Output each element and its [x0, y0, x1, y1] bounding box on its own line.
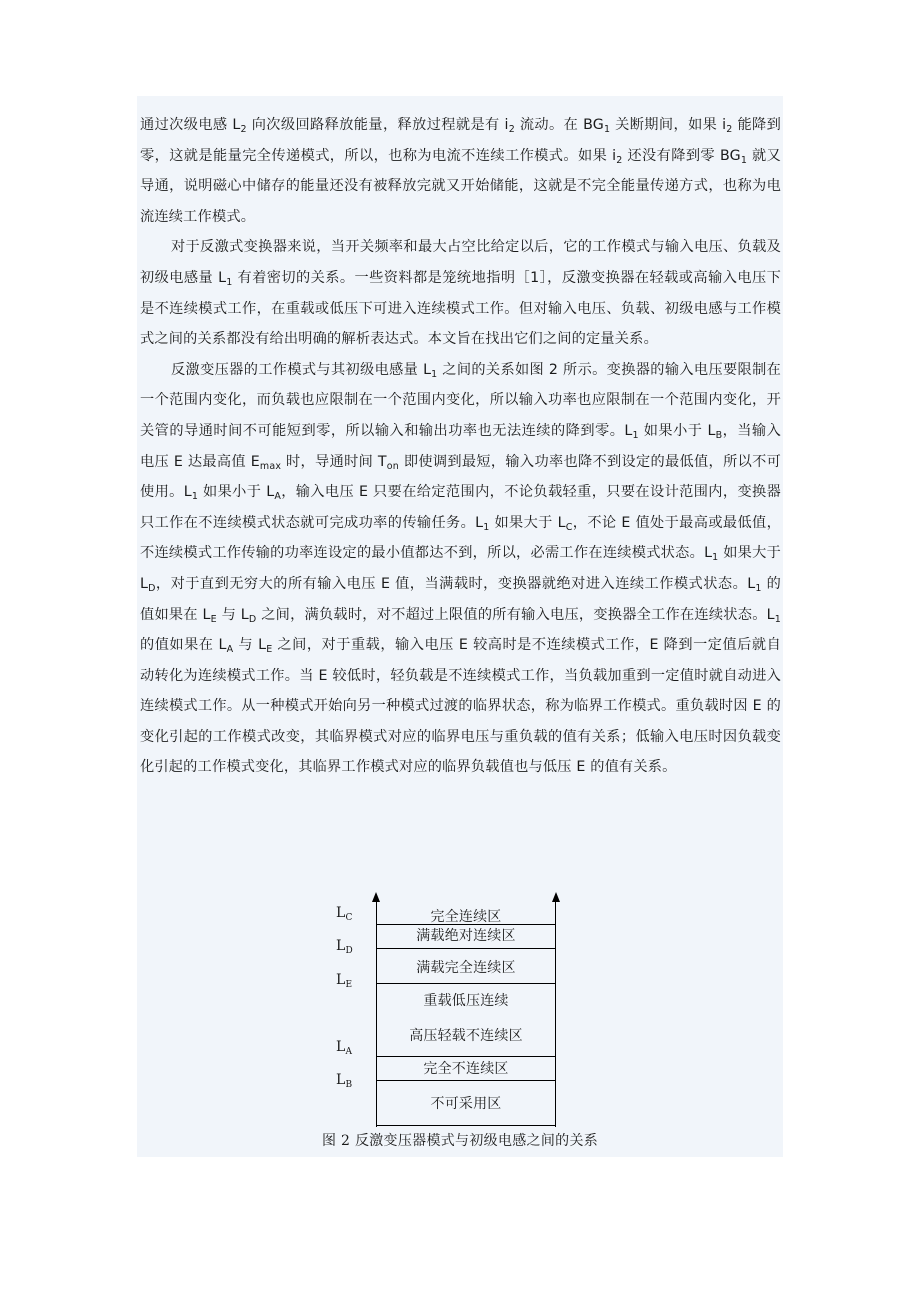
- subscript: 1: [483, 521, 490, 533]
- subscript: 2: [616, 154, 623, 166]
- label-lb: $L_B$: [336, 1072, 353, 1090]
- paragraph: [140, 355, 781, 783]
- divider-le: [377, 948, 555, 949]
- label-lc: $L_C$: [336, 905, 353, 923]
- subscript: 1: [603, 124, 611, 135]
- text-run: 流动。在 BG: [514, 117, 604, 133]
- text-run: 之间，对于重载，输入电压 E 较高时是不连续模式工作，E 降到一定值后就自动转化为连续模式工作。当 E 较低时，轻负载是不连续模式工作，当负载加重到一定值时就自动进入连续模式工作。从一种模式开始向另一种模式过渡的临界状态，称为临界工作模式。重负载时因 E 的变化引起的工作模式改变，其临界模式对应的临界电压与重负载的值有关系；低输入电压时因负载变化引起的工作模式变化，其临界工作模式对应的临界负载值也与低压 E 的值有关系。: [140, 637, 781, 776]
- text-run: 就又导通，说明磁心中储存的能量还没有被释放完就又开始储能，这就是不完全能量传递方式，也称为电流连续工作模式。: [140, 147, 781, 225]
- zone-full-continuous: 完全连续区: [430, 909, 502, 925]
- subscript: 1: [632, 429, 639, 441]
- text-run: 关断期间，如果 i: [610, 117, 727, 133]
- zone-fullload-absolute-continuous: 满载绝对连续区: [416, 928, 516, 944]
- divider-lb: [377, 1080, 555, 1081]
- text-run: 有着密切的关系。一些资料都是笼统地指明［1］，反激变换器在轻载或高输入电压下是不连续模式工作，在重载或低压下可进入连续模式工作。但对输入电压、负载、初级电感与工作模式之间的关系都没有给出明确的解析表达式。本文旨在找出它们之间的定量关系。: [140, 269, 781, 348]
- subscript: 2: [508, 124, 515, 135]
- subscript: B: [715, 429, 723, 441]
- divider-heavy: [377, 983, 555, 984]
- figure-caption: 图 2 反激变压器模式与初级电感之间的关系: [321, 1133, 599, 1149]
- divider-bottom: [377, 1125, 555, 1126]
- text-run: ，输入电压 E 只要在给定范围内，不论负载轻重，只要在设计范围内，变换器只工作在不连续模式状态就可完成功率的传输任务。L: [140, 484, 782, 531]
- text-run: ，对于直到无穷大的所有输入电压 E 值，当满载时，变换器就绝对进入连续工作模式状态。L: [155, 575, 756, 592]
- article-body: [137, 96, 783, 1157]
- text-run: 的值如果在 L: [140, 637, 227, 654]
- subscript: 1: [431, 368, 438, 380]
- text-run: 的值如果在 L: [140, 575, 781, 623]
- text-run: 时，导通时间 T: [281, 453, 387, 470]
- text-run: 还没有降到零 BG: [622, 147, 741, 164]
- zone-unusable: 不可采用区: [430, 1096, 502, 1112]
- text-run: 通过次级电感 L: [140, 117, 241, 133]
- text-run: 与 L: [216, 606, 249, 623]
- subscript: 1: [226, 276, 233, 288]
- text-run: 之间，满负载时，对不超过上限值的所有输入电压，变换器全工作在连续状态。L: [256, 606, 775, 623]
- text-run: 反激变压器的工作模式与其初级电感量 L: [171, 361, 432, 378]
- subscript: E: [266, 644, 273, 656]
- zone-full-discontinuous: 完全不连续区: [423, 1061, 509, 1077]
- label-ld: $L_D$: [336, 938, 353, 956]
- zone-fullload-complete-continuous: 满载完全连续区: [416, 960, 516, 976]
- zone-heavy-lowvoltage-continuous: 重载低压连续: [423, 993, 509, 1009]
- label-la: $L_A$: [336, 1039, 353, 1057]
- subscript: D: [148, 582, 156, 594]
- text-run: 如果小于 L: [638, 422, 716, 439]
- subscript: C: [565, 521, 573, 533]
- subscript: 1: [740, 154, 748, 166]
- subscript: 2: [240, 124, 247, 135]
- text-run: 向次级回路释放能量，释放过程就是有 i: [246, 117, 509, 133]
- subscript: on: [386, 460, 400, 472]
- text-run: 与 L: [233, 637, 267, 654]
- divider-la: [377, 1056, 555, 1057]
- subscript: A: [274, 491, 282, 503]
- mode-diagram: [137, 884, 783, 1157]
- zone-column: [376, 900, 556, 1127]
- subscript: A: [226, 644, 234, 656]
- text-run: 即使调到最短，输入功率也降不到设定的最低值，所以不可使用。L: [140, 453, 781, 501]
- text-run: 之间的关系如图 2 所示。变换器的输入电压要限制在一个范围内变化，而负载也应限制在一个范围内变化，所以输入功率也应限制在一个范围内变化，开关管的导通时间不可能短到零，所以输入和输出功率也无法连续的降到零。L: [140, 361, 781, 439]
- text-run: ，不论 E 值处于最高或最低值，不连续模式工作传输的功率连设定的最小值都达不到，所以，必需工作在连续模式状态。L: [140, 514, 782, 562]
- subscript: 1: [755, 582, 762, 594]
- text-run: 对于反激式变换器来说，当开关频率和最大占空比给定以后，它的工作模式与输入电压、负载及初级电感量 L: [140, 239, 781, 286]
- article-text: [140, 110, 781, 783]
- paragraph: [140, 232, 781, 354]
- text-run: 能降到零，这就是能量完全传递模式，所以，也称为电流不连续工作模式。如果 i: [140, 117, 782, 164]
- subscript: 1: [774, 613, 781, 625]
- text-run: 如果大于 L: [489, 514, 566, 531]
- zone-highvoltage-light-discontinuous: 高压轻载不连续区: [409, 1028, 523, 1044]
- text-run: 如果大于 L: [140, 545, 781, 592]
- subscript: 2: [726, 124, 733, 135]
- text-run: ，当输入电压 E 达最高值 E: [140, 422, 781, 470]
- divider-ld: [377, 924, 555, 925]
- subscript: 1: [712, 552, 719, 564]
- subscript: E: [210, 613, 217, 625]
- text-run: 如果小于 L: [198, 484, 275, 501]
- subscript: max: [259, 460, 282, 472]
- paragraph: [140, 110, 781, 232]
- label-le: $L_E$: [336, 972, 353, 990]
- subscript: 1: [191, 491, 199, 503]
- subscript: D: [248, 613, 257, 625]
